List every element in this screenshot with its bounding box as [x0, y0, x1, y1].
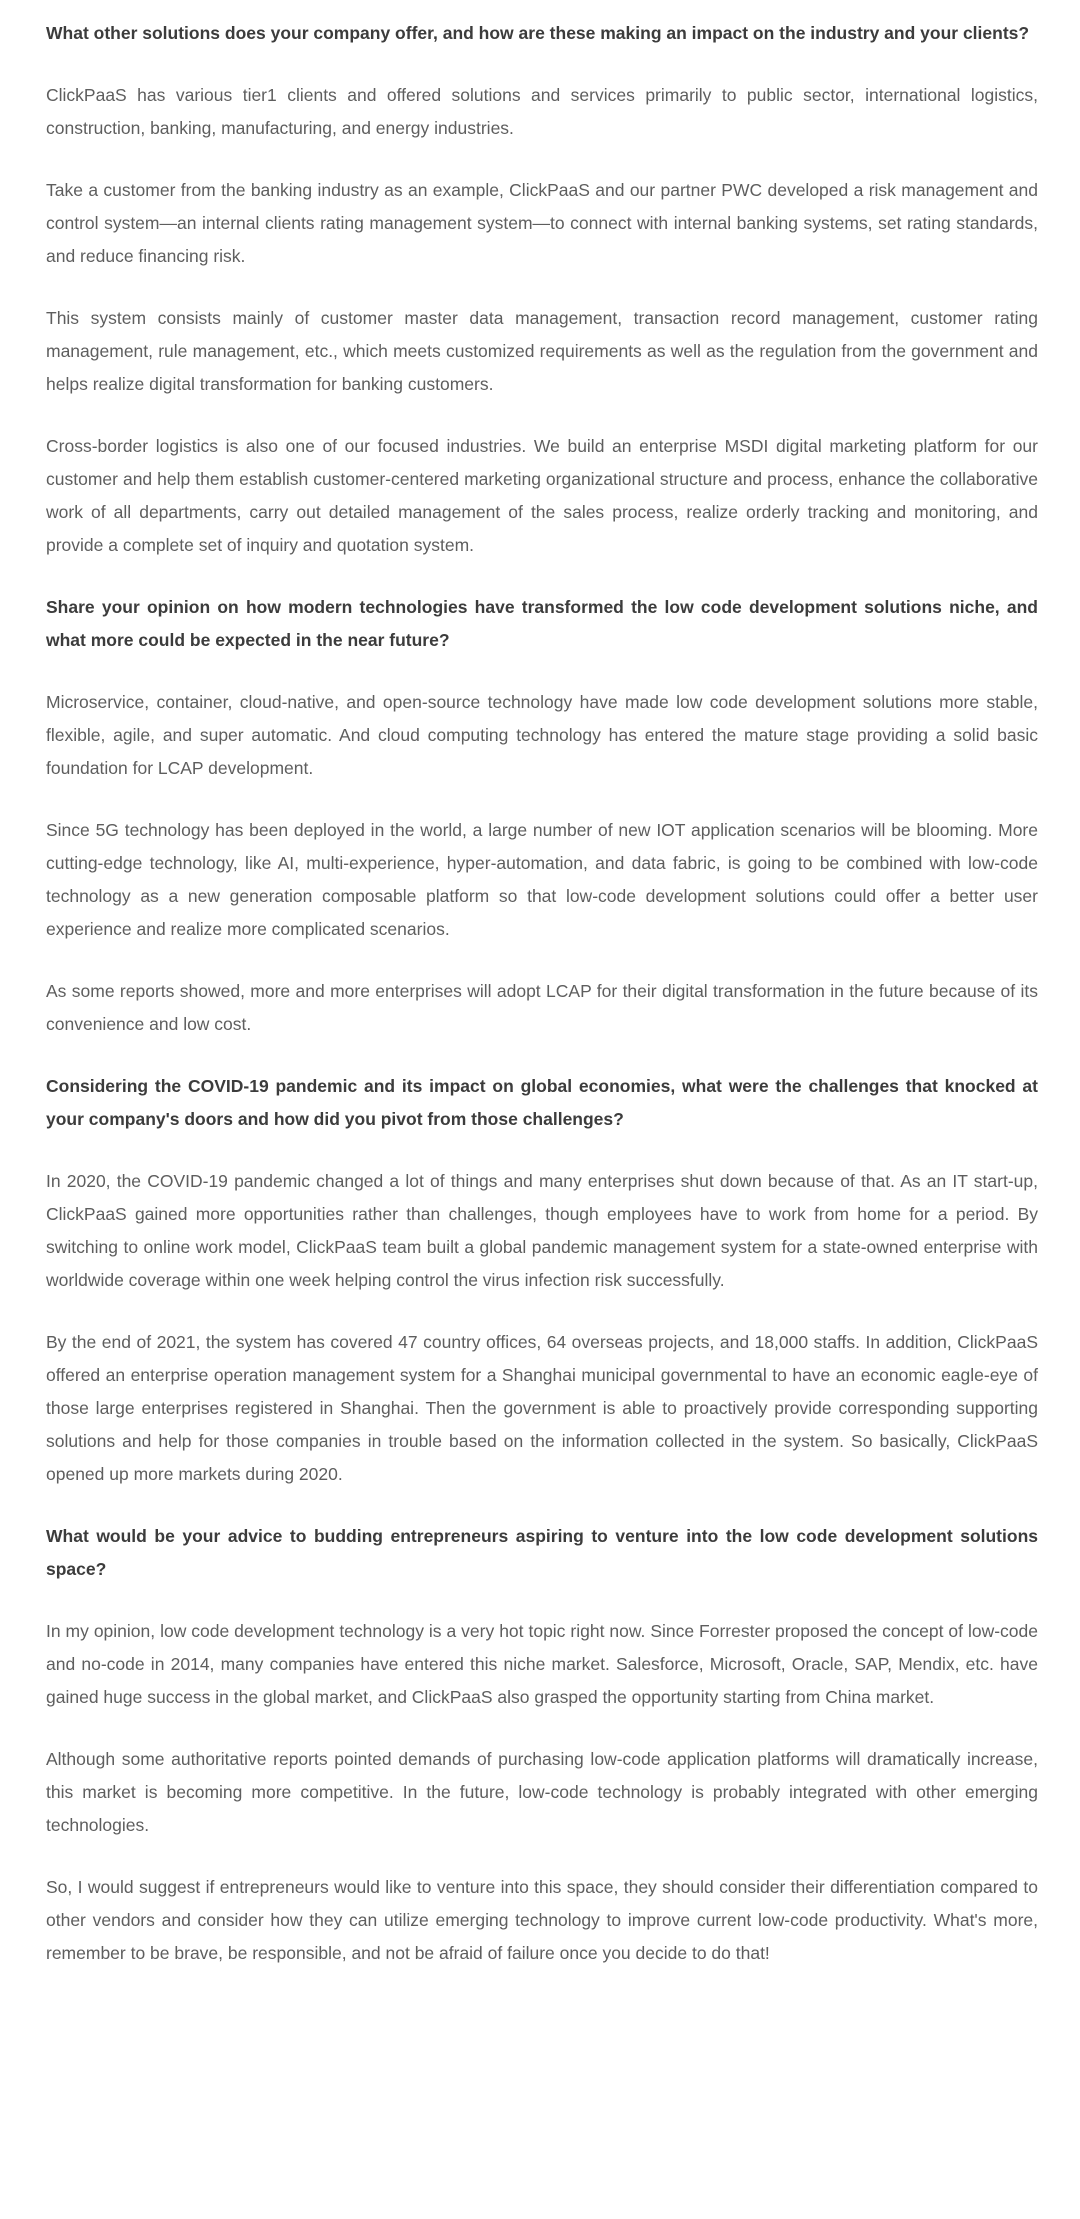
- interview-answer: Although some authoritative reports pointed demands of purchasing low-code application platforms will dramatically increase, this market is becoming more competitive. In the future, low-code technology is probably integrated with other emerging technologies.: [46, 1749, 1038, 1835]
- interview-answer: Since 5G technology has been deployed in the world, a large number of new IOT application scenarios will be blooming. More cutting-edge technology, like AI, multi-experience, hyper-automation, and data fabric, is going to be combined with low-code technology as a new generation composable platform so that low-code development solutions could offer a better user experience and realize more complicated scenarios.: [46, 820, 1038, 939]
- interview-answer: By the end of 2021, the system has covered 47 country offices, 64 overseas projects, and 18,000 staffs. In addition, ClickPaaS offered an enterprise operation management system for a Shanghai municipal governmental to have an economic eagle-eye of those large enterprises registered in Shanghai. Then the government is able to proactively provide corresponding supporting solutions and help for those companies in trouble based on the information collected in the system. So basically, ClickPaaS opened up more markets during 2020.: [46, 1332, 1038, 1484]
- interview-question: What other solutions does your company offer, and how are these making an impact on the industry and your clients?: [46, 23, 1030, 43]
- interview-question: What would be your advice to budding entrepreneurs aspiring to venture into the low code development solutions space?: [46, 1526, 1038, 1579]
- interview-answer: Cross-border logistics is also one of our focused industries. We build an enterprise MSDI digital marketing platform for our customer and help them establish customer-centered marketing organizational structure and process, enhance the collaborative work of all departments, carry out detailed management of the sales process, realize orderly tracking and monitoring, and provide a complete set of inquiry and quotation system.: [46, 436, 1038, 555]
- interview-answer: In my opinion, low code development technology is a very hot topic right now. Since Forrester proposed the concept of low-code and no-code in 2014, many companies have entered this niche market. Salesforce, Microsoft, Oracle, SAP, Mendix, etc. have gained huge success in the global market, and ClickPaaS also grasped the opportunity starting from China market.: [46, 1621, 1038, 1707]
- interview-answer: So, I would suggest if entrepreneurs would like to venture into this space, they should consider their differentiation compared to other vendors and consider how they can utilize emerging technology to improve current low-code productivity. What's more, remember to be brave, be responsible, and not be afraid of failure once you decide to do that!: [46, 1877, 1038, 1963]
- interview-answer: In 2020, the COVID-19 pandemic changed a lot of things and many enterprises shut down because of that. As an IT start-up, ClickPaaS gained more opportunities rather than challenges, though employees have to work from home for a period. By switching to online work model, ClickPaaS team built a global pandemic management system for a state-owned enterprise with worldwide coverage within one week helping control the virus infection risk successfully.: [46, 1171, 1038, 1290]
- interview-answer: Microservice, container, cloud-native, and open-source technology have made low code development solutions more stable, flexible, agile, and super automatic. And cloud computing technology has entered the mature stage providing a solid basic foundation for LCAP development.: [46, 692, 1038, 778]
- interview-question: Share your opinion on how modern technologies have transformed the low code development solutions niche, and what more could be expected in the near future?: [46, 597, 1038, 650]
- interview-question: Considering the COVID-19 pandemic and its impact on global economies, what were the challenges that knocked at your company's doors and how did you pivot from those challenges?: [46, 1076, 1038, 1129]
- interview-answer: This system consists mainly of customer master data management, transaction record management, customer rating management, rule management, etc., which meets customized requirements as well as the regulation from the government and helps realize digital transformation for banking customers.: [46, 308, 1038, 394]
- interview-answer: Take a customer from the banking industry as an example, ClickPaaS and our partner PWC developed a risk management and control system—an internal clients rating management system—to connect with internal banking systems, set rating standards, and reduce financing risk.: [46, 180, 1038, 266]
- interview-answer: ClickPaaS has various tier1 clients and offered solutions and services primarily to public sector, international logistics, construction, banking, manufacturing, and energy industries.: [46, 85, 1038, 138]
- interview-answer: As some reports showed, more and more enterprises will adopt LCAP for their digital transformation in the future because of its convenience and low cost.: [46, 981, 1038, 1034]
